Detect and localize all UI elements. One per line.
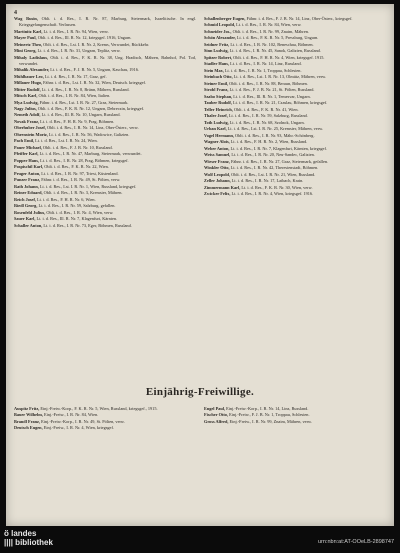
entry-name: Zwicker Felix,	[204, 191, 231, 197]
entry-details: Lt. i. d. Res., I. R. Nr. 1, Troppau, Schlesien.	[224, 67, 302, 73]
entry-name: Steinbach Otto,	[204, 74, 233, 80]
entry-details: Lt. i. d. Res., F. K. R. Nr. 30, Wien, verw.	[241, 184, 313, 190]
entry-name: Spitzer Robert,	[204, 54, 233, 60]
entry-name: Mühlbauer Leo,	[14, 73, 44, 79]
entry-name: Winkler Otto,	[204, 165, 230, 171]
register-entry	[204, 146, 386, 152]
register-entry	[14, 171, 196, 177]
entry-name: Zimmermann Karl,	[204, 184, 241, 190]
entry-name: Deutsch Eugen,	[14, 425, 43, 431]
register-entry	[14, 35, 196, 41]
entry-name: Teller Heinrich,	[204, 106, 233, 112]
entry-details: Einj.-Freiw., I. R. Nr. 99, Znaim, Mähren, verw.	[229, 418, 312, 424]
entry-name: Wieser Franz,	[204, 158, 230, 164]
entry-name: Gross Alfred,	[204, 418, 229, 424]
entry-details: Lt. i. d. Res., I. R. Nr. 7, Klagenfurt, Kärnten, kriegsgef.	[230, 145, 327, 151]
register-entry	[204, 55, 386, 61]
entry-details: Oblt. i. d. Res., I. R. Nr. 4, Wien, verw.	[46, 209, 114, 215]
register-entry	[204, 185, 386, 191]
entry-name: Pruger Anton,	[14, 170, 41, 176]
entry-details: Lt. i. d. Res., Lst. I. R. Nr. 13, Olmütz, Mähren, verw.	[233, 74, 327, 80]
register-entry	[14, 210, 196, 216]
entry-details: Lt. i. d. Res., I. R. Nr. 94, Wien, verw.	[43, 28, 109, 34]
entry-name: Rosenfeld Julius,	[14, 209, 46, 215]
lower-left-column	[14, 406, 196, 432]
entry-details: Lt. i. d. Res., I. R. Nr. 42, Theresienstadt, Böhmen.	[230, 165, 319, 171]
entry-name: Wolf Leopold,	[204, 171, 231, 177]
register-entry	[204, 133, 386, 139]
entry-name: Auspitz Fritz,	[14, 406, 40, 411]
entry-name: Pach Emil,	[14, 138, 35, 144]
register-entry	[204, 178, 386, 184]
entry-name: Meinertz Theo,	[14, 41, 43, 47]
register-entry	[14, 419, 196, 425]
register-entry	[14, 67, 196, 73]
entry-name: Brandl Franz,	[14, 418, 41, 424]
entry-name: Tauber Rudolf,	[204, 100, 232, 106]
register-entry	[14, 55, 196, 67]
entry-details: Oblt. i. d. Res., Lst. I. R. Nr. 21, Wien, Russland.	[231, 171, 316, 177]
entry-name: Stadler Hans,	[204, 61, 229, 67]
entry-details: Fähnr. i. d. Res., I. R. Nr. 49, St. Pölten, verw.	[41, 177, 121, 183]
entry-name: Thaler Josef,	[204, 113, 228, 119]
entry-details: Lt. i. d. Res., I. R. Nr. 102, Beneschau, Böhmen.	[230, 41, 314, 47]
register-entry	[204, 120, 386, 126]
entry-details: Lt. i. d. Res., I. R. Nr. 56, Wadowice, Galizien.	[48, 131, 130, 137]
entry-details: Oblt. i. d. Res., F. K. R. Nr. 12, Ungarn, Debreczin, kriegsgef.	[37, 106, 145, 111]
entry-name: Nemeth Adolf,	[14, 112, 41, 118]
register-entry	[14, 158, 196, 164]
lower-right-column	[204, 406, 386, 425]
entry-name: Millauer Hugo,	[14, 80, 43, 86]
entry-details: Oblt. i. d. Res., I. R. Nr. 93, Mähr.-Schönberg.	[235, 132, 315, 138]
entry-name: Oberhuber Josef,	[14, 125, 46, 131]
entry-name: Engel Paul,	[204, 406, 226, 411]
entry-details: Lt. i. d. Res., Lst. I. R. Nr. 24, Wien.	[35, 138, 98, 144]
entry-name: Vogel Hermann,	[204, 132, 234, 138]
entry-name: Bauer Wilhelm,	[14, 412, 43, 418]
register-entry	[204, 68, 386, 74]
entry-name: Mitsch Karl,	[14, 93, 38, 99]
entry-name: Mihaly Ladislaus,	[14, 54, 49, 60]
register-entry	[204, 42, 386, 48]
entry-details: Fähnr. i. d. Res., I. R. Nr. 27, Graz, Steiermark, gefallen.	[230, 158, 329, 164]
entry-details: Lt. i. d. Res., I. R. Nr. 8, Brünn, Mähren, Russland.	[41, 86, 130, 92]
entry-details: Lt. i. d. Res., F. K. R. Nr. 5, Pressburg, Ungarn.	[236, 35, 319, 41]
register-entry	[14, 184, 196, 190]
entry-details: Lt. i. d. Res., I. R. Nr. 28, Prag, Böhmen, kriegsgef.	[40, 157, 129, 163]
entry-name: Schmid Leopold,	[204, 22, 236, 28]
register-entry	[14, 177, 196, 183]
document-page	[6, 4, 394, 526]
entry-details: Oblt. i. d. Res., I. R. Nr. 84, Wien, Italien.	[38, 93, 111, 99]
logo-line-1: ö̈ landes	[4, 529, 37, 538]
entry-details: Oblt. i. d. Res., F. J. B. Nr. 10, Russland.	[42, 144, 113, 150]
register-entry	[14, 223, 196, 229]
entry-details: Lt. i. d. Res., I. R. Nr. 45, Sanok, Galizien, Russland.	[229, 48, 321, 54]
entry-name: Ohrenstein Moriz,	[14, 131, 48, 137]
entry-name: Pauer Michael,	[14, 144, 42, 150]
urn-identifier: urn:nbn:at:AT-OOeLB-2898747	[317, 539, 394, 545]
entry-details: Oblt. i. d. Res., F. H. R. Nr. 4, Wien, kriegsgef. 1915.	[233, 54, 325, 60]
entry-details: Oblt. i. d. Res., I. R. Nr. 3, Kremsier, Mähren.	[43, 190, 123, 196]
register-entry	[204, 191, 386, 197]
entry-details: Oblt. i. d. Res., Ill. R. Nr. 12, kriegsgef. 1916, Ungarn.	[37, 35, 132, 41]
register-entry	[204, 165, 386, 171]
entry-details: Lt. i. d. Res., Ill. R. Nr. 1, Temesvar, Ungarn.	[233, 93, 311, 99]
entry-details: Lt. i. d. Res., I. R. Nr. 47, Marburg, Steiermark, verwundet.	[39, 151, 142, 157]
section-heading: Einjährig-Freiwillige.	[145, 386, 255, 398]
entry-details: Lt. i. d. Res., F. H. R. Nr. 2, Wien, Russland.	[230, 139, 308, 145]
entry-name: Mya Ludwig,	[14, 99, 39, 105]
register-entry	[14, 80, 196, 86]
register-entry	[14, 190, 196, 196]
entry-name: Punzer Franz,	[14, 177, 41, 183]
register-entry	[204, 406, 386, 412]
entry-details: Lt. i. d. Res., I. R. Nr. 17, Laibach, Krain.	[231, 178, 304, 184]
entry-details: Lt. i. d. Res., I. R. Nr. 21, Czaslau, Böhmen, kriegsgef.	[233, 100, 328, 106]
register-entry	[14, 100, 196, 106]
register-entry	[204, 107, 386, 113]
entry-name: Szabo Stephan,	[204, 93, 233, 99]
entry-name: Rath Johann,	[14, 183, 39, 189]
entry-details: Lt. i. d. Res., I. R. Nr. 97, Triest, Küstenland.	[41, 170, 119, 176]
entry-name: Schön Alexander,	[204, 35, 236, 41]
entry-details: Lt. i. d. Res., I. R. Nr. 84, Wien, verw.	[236, 22, 302, 28]
entry-name: Wag Rusin,	[14, 16, 38, 21]
entry-details: Oblt. i. d. Res., I. R. Nr. 87, Marburg, Steiermark, Israelitische. In engl. Kriegsgefangenschaft. Verlassen.	[19, 16, 197, 28]
register-entry	[14, 412, 196, 418]
entry-details: Einj.-Freiw., I. R. Nr. 4, Wien, kriegsgef.	[43, 425, 114, 431]
entry-details: Fähnr. i. d. Res., F. J. B. Nr. 14, Linz, Ober-Österr., kriegsgef.	[246, 16, 353, 21]
entry-details: Lt. i. d. Res., I. R. Nr. 31, Ungarn, Teplitz, verw.	[37, 48, 121, 54]
entry-name: Wagner Alois,	[204, 139, 230, 145]
register-entry	[14, 42, 196, 48]
entry-details: Einj.-Freiw., F. J. B. Nr. 1, Troppau, Schlesien.	[229, 412, 310, 418]
entry-details: Lt. i. d. Res., F. H. R. Nr. 6, Wien.	[37, 196, 96, 202]
entry-name: Strobl Franz,	[204, 87, 229, 93]
library-logo	[4, 529, 53, 547]
entry-details: Einj.-Freiw.-Korp., I. R. Nr. 14, Linz, Russland.	[226, 406, 309, 411]
entry-name: Fischer Otto,	[204, 412, 229, 418]
register-entry	[14, 87, 196, 93]
logo-line-2: |||| bibliothek	[4, 538, 53, 547]
register-entry	[14, 29, 196, 35]
entry-name: Sinn Ludwig,	[204, 48, 229, 54]
entry-name: Urban Karl,	[204, 126, 227, 132]
entry-name: Schneider Jos.,	[204, 28, 232, 34]
register-entry	[14, 132, 196, 138]
register-entry	[14, 16, 196, 28]
entry-name: Reiner Eduard,	[14, 190, 43, 196]
entry-details: Oblt. i. d. Res., F. K. R. Nr. 41, Wien.	[233, 106, 299, 112]
register-entry	[14, 138, 196, 144]
entry-details: Oblt. i. d. Res., F. K. R. Nr. 38, Ung. Hradisch, Mähren, Bahnhof, Pol. Tod, verwundet.	[19, 54, 197, 66]
register-entry	[14, 119, 196, 125]
register-entry	[204, 100, 386, 106]
register-entry	[14, 74, 196, 80]
entry-details: Einj.-Freiw., I. R. Nr. 84, Wien.	[43, 412, 99, 418]
register-entry	[204, 139, 386, 145]
entry-name: Steiner Emil,	[204, 80, 229, 86]
entry-details: Fähnr. i. d. Res., Lst. I. R. Nr. 27, Graz, Steiermark.	[39, 99, 129, 105]
entry-name: Riedl Georg,	[14, 203, 38, 209]
entry-details: Einj.-Freiw.-Korp., F. K. R. Nr. 5, Wien, Russland, kriegsgef., 1915.	[40, 406, 158, 411]
entry-details: Oblt. i. d. Res., F. K. R. Nr. 22, Wien.	[44, 164, 109, 170]
entry-details: Lt. i. d. Res., I. R. Nr. 68, Szolnok, Ungarn.	[229, 119, 305, 125]
entry-details: Lt. i. d. Res., I. R. Nr. 59, Salzburg, Russland.	[228, 113, 308, 119]
entry-details: Lt. i. d. Res., I. R. Nr. 20, Neu-Sandec, Galizien.	[231, 152, 315, 158]
entry-details: Lt. i. d. Res., Lst. I. R. Nr. 1, Wien, Russland, kriegsgef.	[39, 183, 137, 189]
register-entry	[14, 145, 196, 151]
entry-name: Sauer Karl,	[14, 216, 36, 222]
entry-name: Seidner Fritz,	[204, 41, 230, 47]
entry-details: Lt. i. d. Res., F. J. B. Nr. 21, St. Pölten, Russland.	[229, 87, 315, 93]
entry-details: Einj.-Freiw.-Korp., I. R. Nr. 49, St. Pölten, verw.	[41, 418, 125, 424]
entry-details: Oblt. i. d. Res., I. R. Nr. 14, Linz, Ober-Österr., verw.	[47, 125, 139, 131]
entry-name: Reich Josef,	[14, 196, 36, 202]
entry-name: Stein Max,	[204, 67, 224, 73]
register-entry	[14, 106, 196, 112]
register-entry	[14, 203, 196, 209]
register-entry	[204, 22, 386, 28]
entry-details: Lt. i. d. Res., Ill. R. Nr. 7, Klagenfurt, Kärnten.	[36, 216, 118, 222]
entry-name: Schallenberger Eugen,	[204, 16, 246, 21]
register-entry	[204, 94, 386, 100]
register-entry	[204, 159, 386, 165]
register-entry	[14, 425, 196, 431]
register-entry	[204, 87, 386, 93]
page-number: 4	[14, 10, 17, 16]
entry-name: Martinitz Karl,	[14, 28, 43, 34]
entry-name: Nagy Julius,	[14, 106, 37, 111]
register-entry	[14, 164, 196, 170]
register-entry	[14, 48, 196, 54]
entry-details: Lt. i. d. Res., F. J. B. Nr. 5, Ungarn, Kaschau, 1916.	[50, 67, 139, 73]
footer-bar	[0, 527, 400, 553]
register-entry	[14, 125, 196, 131]
entry-details: Lt. i. d. Res., Ill. R. Nr. 10, Ungarn, Russland.	[41, 112, 121, 118]
register-entry	[204, 61, 386, 67]
entry-details: Oblt. i. d. Res., Lst. I. R. Nr. 2, Krems, Verwundet, Rückkehr.	[43, 41, 150, 47]
register-entry	[14, 151, 196, 157]
register-entry	[204, 113, 386, 119]
register-entry	[204, 48, 386, 54]
register-entry	[14, 112, 196, 118]
register-entry	[14, 406, 196, 412]
register-entry	[14, 216, 196, 222]
register-entry	[204, 152, 386, 158]
register-entry	[204, 419, 386, 425]
register-entry	[204, 74, 386, 80]
register-entry	[14, 93, 196, 99]
entry-details: Lt. i. d. Res., Lst. I. R. Nr. 25, Kremsier, Mähren, verw.	[227, 126, 324, 132]
register-entry	[204, 126, 386, 132]
entry-details: Oblt. i. d. Res., I. R. Nr. 99, Znaim, Mähren.	[232, 28, 309, 34]
entry-details: Lt. i. d. Res., I. R. Nr. 59, Salzburg, gefallen.	[38, 203, 116, 209]
register-entry	[204, 412, 386, 418]
entry-name: Weiss Samuel,	[204, 152, 231, 158]
upper-right-column	[204, 16, 386, 198]
entry-name: Mayer Paul,	[14, 35, 37, 41]
entry-details: Lt. i. d. Res., I. R. Nr. 14, Linz, Russland.	[230, 61, 302, 67]
entry-details: Fähnr. i. d. Res., Lst. I. R. Nr. 32, Wien, Deutsch. kriegsgef.	[43, 80, 147, 86]
entry-name: Mitter Rudolf,	[14, 86, 41, 92]
entry-name: Novak Franz,	[14, 118, 40, 124]
entry-details: Lt. i. d. Res., I. R. Nr. 17, Graz, gef.	[44, 73, 107, 79]
entry-name: Popper Hans,	[14, 157, 39, 163]
entry-details: Lt. i. d. Res., F. H. R. Nr. 9, Prag, Böhmen.	[40, 118, 115, 124]
entry-name: Schaller Anton,	[14, 222, 43, 228]
entry-name: Toth Ludwig,	[204, 119, 229, 125]
register-entry	[204, 81, 386, 87]
entry-name: Mihalik Alexander,	[14, 67, 50, 73]
entry-details: Lt. i. d. Res., I. R. Nr. 4, Wien, kriegsgef. 1916.	[231, 191, 314, 197]
register-entry	[204, 172, 386, 178]
upper-left-column	[14, 16, 196, 229]
entry-name: Zeller Johann,	[204, 178, 231, 184]
entry-name: Pospischil Karl,	[14, 164, 44, 170]
register-entry	[204, 35, 386, 41]
entry-name: Weber Anton,	[204, 145, 230, 151]
entry-name: Pfeiffer Karl,	[14, 151, 39, 157]
entry-name: Mini Georg,	[14, 48, 37, 54]
register-entry	[204, 16, 386, 22]
register-entry	[204, 29, 386, 35]
entry-details: Lt. i. d. Res., I. R. Nr. 73, Eger, Böhmen, Russland.	[43, 222, 132, 228]
register-entry	[14, 197, 196, 203]
entry-details: Oblt. i. d. Res., I. R. Nr. 88, Beraun, Böhmen.	[229, 80, 308, 86]
